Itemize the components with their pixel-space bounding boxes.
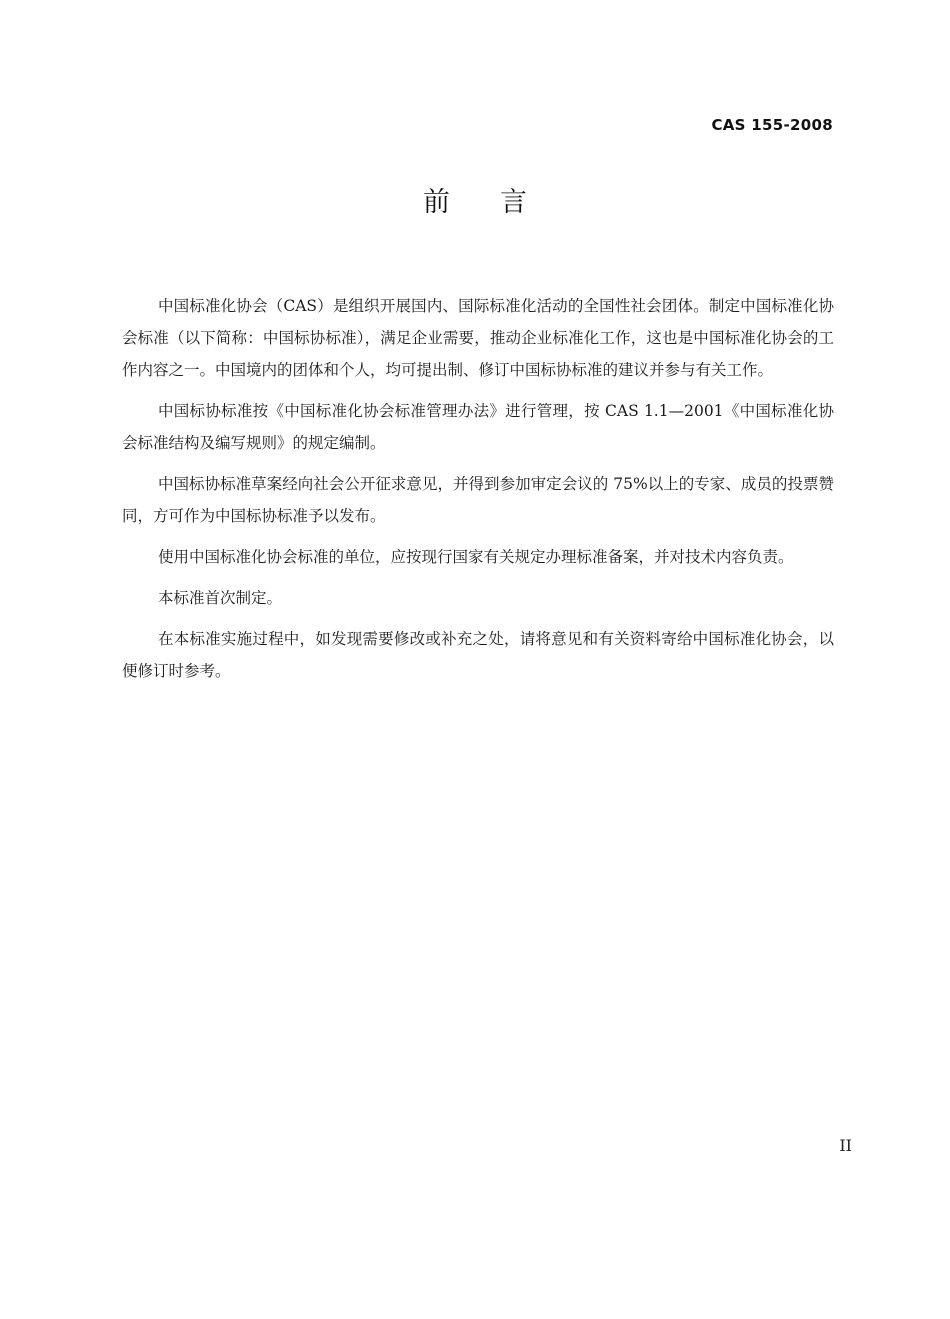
paragraph: 中国标准化协会（CAS）是组织开展国内、国际标准化活动的全国性社会团体。制定中国标准化协会标准（以下简称：中国标协标准），满足企业需要，推动企业标准化工作，这也是中国标准化协会的工作内容之一。中国境内的团体和个人，均可提出制、修订中国标协标准的建议并参与有关工作。 xyxy=(122,297,834,379)
document-code: CAS 155-2008 xyxy=(711,116,833,134)
foreword-body xyxy=(122,290,834,696)
paragraph: 中国标协标准按《中国标准化协会标准管理办法》进行管理，按 CAS 1.1—2001《中国标准化协会标准结构及编写规则》的规定编制。 xyxy=(122,402,834,452)
page-title: 前言 xyxy=(423,187,577,218)
paragraph: 中国标协标准草案经向社会公开征求意见，并得到参加审定会议的 75%以上的专家、成员的投票赞同，方可作为中国标协标准予以发布。 xyxy=(122,475,834,525)
paragraph: 在本标准实施过程中，如发现需要修改或补充之处，请将意见和有关资料寄给中国标准化协会，以便修订时参考。 xyxy=(122,630,834,680)
paragraph: 使用中国标准化协会标准的单位，应按现行国家有关规定办理标准备案，并对技术内容负责。 xyxy=(158,548,794,566)
page-number: II xyxy=(839,1136,852,1155)
paragraph: 本标准首次制定。 xyxy=(158,589,283,607)
